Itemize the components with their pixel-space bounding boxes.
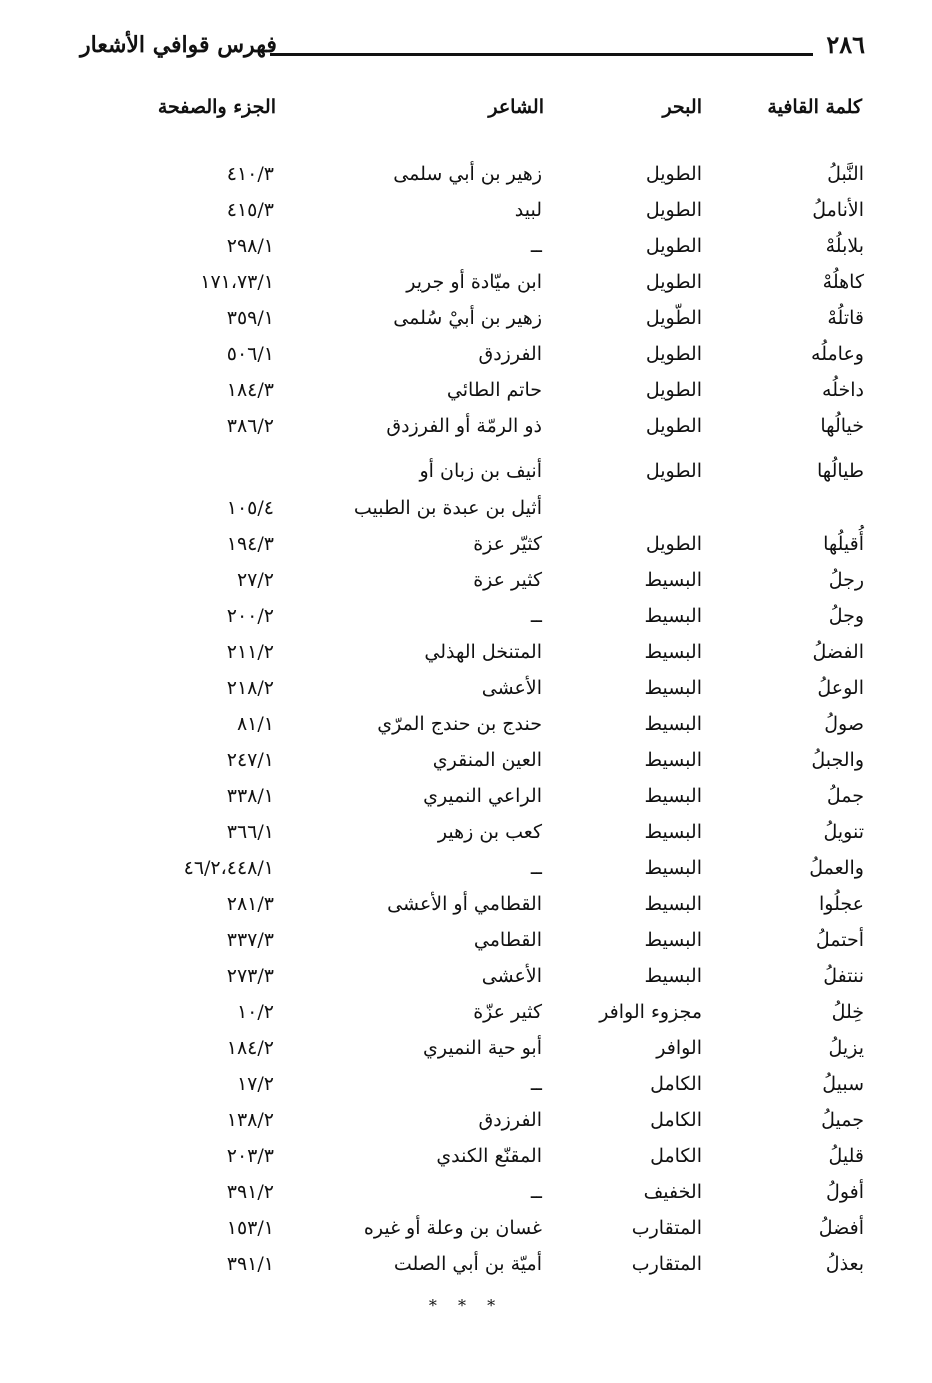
rhyme-word-cell: أفضلُ xyxy=(818,1217,864,1239)
end-ornament: * * * xyxy=(428,1296,504,1315)
meter-cell: الطّويل xyxy=(645,307,702,329)
rhyme-word-cell: الفضلُ xyxy=(812,641,864,663)
meter-cell: البسيط xyxy=(644,749,702,771)
table-row xyxy=(0,1145,932,1179)
meter-cell: الخفيف xyxy=(643,1181,702,1203)
volume-page-cell: ٢١١/٢ xyxy=(226,641,274,663)
table-row xyxy=(0,460,932,494)
poet-cell: الفرزدق xyxy=(478,1109,542,1131)
table-row xyxy=(0,343,932,377)
meter-cell: الطويل xyxy=(645,271,702,293)
poet-cell: ــ xyxy=(530,605,542,627)
table-row xyxy=(0,569,932,603)
rhyme-word-cell: طيالُها xyxy=(817,460,864,482)
poet-cell: غسان بن وعلة أو غيره xyxy=(363,1217,542,1239)
rhyme-word-cell: عجلُوا xyxy=(819,893,864,915)
poet-cell: المقنّع الكندي xyxy=(436,1145,542,1167)
meter-cell: الطويل xyxy=(645,199,702,221)
meter-cell: الوافر xyxy=(656,1037,702,1059)
table-row xyxy=(0,497,932,531)
meter-cell: البسيط xyxy=(644,785,702,807)
volume-page-cell: ٣٩١/٢ xyxy=(226,1181,274,1203)
column-header-qafiya: كلمة القافية xyxy=(767,96,862,118)
volume-page-cell: ٢٧٣/٣ xyxy=(226,965,274,987)
rhyme-word-cell: النَّبلُ xyxy=(827,163,864,185)
volume-page-cell: ٢١٨/٢ xyxy=(226,677,274,699)
volume-page-cell: ٨١/١ xyxy=(236,713,274,735)
meter-cell: الكامل xyxy=(650,1109,702,1131)
volume-page-cell: ١٥٣/١ xyxy=(226,1217,274,1239)
rhyme-word-cell: جملُ xyxy=(826,785,864,807)
rhyme-word-cell: يزيلُ xyxy=(828,1037,864,1059)
poet-cell: الفرزدق xyxy=(478,343,542,365)
table-row xyxy=(0,605,932,639)
page-number: ٢٨٦ xyxy=(826,30,865,59)
volume-page-cell: ١٨٤/٣ xyxy=(226,379,274,401)
volume-page-cell: ٤١٠/٣ xyxy=(226,163,274,185)
table-row xyxy=(0,893,932,927)
meter-cell: البسيط xyxy=(644,677,702,699)
meter-cell: البسيط xyxy=(644,569,702,591)
table-row xyxy=(0,533,932,567)
table-row xyxy=(0,1217,932,1251)
rhyme-word-cell: وجلُ xyxy=(828,605,864,627)
poet-cell: الأعشى xyxy=(481,677,542,699)
rhyme-word-cell: والعملُ xyxy=(809,857,864,879)
poet-cell: ــ xyxy=(530,235,542,257)
rhyme-word-cell: تنويلُ xyxy=(823,821,864,843)
table-row xyxy=(0,965,932,999)
poet-cell: أميّة بن أبي الصلت xyxy=(393,1253,542,1275)
meter-cell: مجزوء الوافر xyxy=(599,1001,702,1023)
meter-cell: البسيط xyxy=(644,605,702,627)
poet-cell: كثير عزة xyxy=(473,569,542,591)
poet-cell: حاتم الطائي xyxy=(446,379,542,401)
poet-cell: ــ xyxy=(530,857,542,879)
rhyme-word-cell: والجبلُ xyxy=(811,749,864,771)
volume-page-cell: ٤٦/٢،٤٤٨/١ xyxy=(183,857,274,879)
rhyme-word-cell: أُقيلُها xyxy=(823,533,864,555)
meter-cell: الطويل xyxy=(645,379,702,401)
meter-cell: البسيط xyxy=(644,893,702,915)
table-row xyxy=(0,1073,932,1107)
table-row xyxy=(0,785,932,819)
table-row xyxy=(0,1037,932,1071)
poet-cell: ــ xyxy=(530,1073,542,1095)
poet-cell: ذو الرمّة أو الفرزدق xyxy=(386,415,542,437)
rhyme-word-cell: قليلُ xyxy=(828,1145,864,1167)
poet-cell: ابن ميّادة أو جرير xyxy=(406,271,542,293)
rhyme-word-cell: ننتفلُ xyxy=(823,965,864,987)
poet-cell: الراعي النميري xyxy=(423,785,542,807)
column-header-bahr: البحر xyxy=(662,96,702,118)
meter-cell: الطويل xyxy=(645,343,702,365)
poet-cell: زهير بن أبي سلمى xyxy=(393,163,542,185)
volume-page-cell: ١٨٤/٢ xyxy=(226,1037,274,1059)
poet-cell: حندج بن حندج المرّي xyxy=(377,713,542,735)
page-title: فهرس قوافي الأشعار xyxy=(80,32,277,58)
poet-cell: القطامي xyxy=(473,929,542,951)
poet-cell: زهير بن أبيْ سُلمى xyxy=(393,307,542,329)
volume-page-cell: ١٧/٢ xyxy=(236,1073,274,1095)
table-row xyxy=(0,749,932,783)
volume-page-cell: ١٣٨/٢ xyxy=(226,1109,274,1131)
poet-cell: لبيد xyxy=(514,199,542,221)
poet-cell: أنيف بن زبان أو xyxy=(419,460,542,482)
volume-page-cell: ٣٩١/١ xyxy=(226,1253,274,1275)
volume-page-cell: ٣٣٨/١ xyxy=(226,785,274,807)
poet-cell: أثيل بن عبدة بن الطبيب xyxy=(353,497,542,519)
meter-cell: البسيط xyxy=(644,821,702,843)
meter-cell: الطويل xyxy=(645,533,702,555)
poet-cell: أبو حية النميري xyxy=(422,1037,542,1059)
meter-cell: الطويل xyxy=(645,415,702,437)
table-row xyxy=(0,271,932,305)
rhyme-word-cell: أحتملُ xyxy=(815,929,864,951)
poet-cell: الأعشى xyxy=(481,965,542,987)
volume-page-cell: ٢٩٨/١ xyxy=(226,235,274,257)
poet-cell: كثير عزّة xyxy=(473,1001,542,1023)
table-row xyxy=(0,1253,932,1287)
volume-page-cell: ٣٨٦/٢ xyxy=(226,415,274,437)
meter-cell: الطويل xyxy=(645,163,702,185)
table-row xyxy=(0,713,932,747)
meter-cell: البسيط xyxy=(644,857,702,879)
rhyme-word-cell: داخلُه xyxy=(822,379,864,401)
volume-page-cell: ٣٥٩/١ xyxy=(226,307,274,329)
table-row xyxy=(0,857,932,891)
table-row xyxy=(0,235,932,269)
meter-cell: البسيط xyxy=(644,965,702,987)
table-row xyxy=(0,199,932,233)
rhyme-word-cell: بعذلُ xyxy=(825,1253,864,1275)
rhyme-word-cell: كاهلُهْ xyxy=(822,271,864,293)
table-row xyxy=(0,929,932,963)
meter-cell: البسيط xyxy=(644,713,702,735)
volume-page-cell: ١٠٥/٤ xyxy=(226,497,274,519)
volume-page-cell: ٤١٥/٣ xyxy=(226,199,274,221)
volume-page-cell: ٢٤٧/١ xyxy=(226,749,274,771)
table-row xyxy=(0,379,932,413)
meter-cell: البسيط xyxy=(644,641,702,663)
column-header-poet: الشاعر xyxy=(488,96,544,118)
volume-page-cell: ٢٠٣/٣ xyxy=(226,1145,274,1167)
volume-page-cell: ٢٨١/٣ xyxy=(226,893,274,915)
poet-cell: المتنخل الهذلي xyxy=(424,641,542,663)
table-row xyxy=(0,1001,932,1035)
volume-page-cell: ١٠/٢ xyxy=(236,1001,274,1023)
table-row xyxy=(0,163,932,197)
meter-cell: الكامل xyxy=(650,1145,702,1167)
rhyme-word-cell: قاتلُهْ xyxy=(827,307,864,329)
poet-cell: ــ xyxy=(530,1181,542,1203)
volume-page-cell: ٢٧/٢ xyxy=(236,569,274,591)
meter-cell: المتقارب xyxy=(631,1217,702,1239)
meter-cell: المتقارب xyxy=(631,1253,702,1275)
table-row xyxy=(0,641,932,675)
poet-cell: العين المنقري xyxy=(432,749,542,771)
table-row xyxy=(0,821,932,855)
volume-page-cell: ٣٦٦/١ xyxy=(226,821,274,843)
rhyme-word-cell: الوعلُ xyxy=(817,677,864,699)
meter-cell: البسيط xyxy=(644,929,702,951)
poet-cell: القطامي أو الأعشى xyxy=(387,893,542,915)
volume-page-cell: ٣٣٧/٣ xyxy=(226,929,274,951)
rhyme-word-cell: الأناملُ xyxy=(812,199,864,221)
rhyme-word-cell: رجلُ xyxy=(828,569,864,591)
poet-cell: كثيّر عزة xyxy=(473,533,542,555)
rhyme-word-cell: خيالُها xyxy=(820,415,864,437)
volume-page-cell: ٥٠٦/١ xyxy=(226,343,274,365)
rhyme-word-cell: وعاملُه xyxy=(811,343,864,365)
table-row xyxy=(0,307,932,341)
table-row xyxy=(0,677,932,711)
rhyme-word-cell: صولُ xyxy=(824,713,864,735)
table-row xyxy=(0,1109,932,1143)
poet-cell: كعب بن زهير xyxy=(437,821,542,843)
table-row xyxy=(0,415,932,449)
column-header-volume-page: الجزء والصفحة xyxy=(157,96,276,118)
rhyme-word-cell: أفولُ xyxy=(826,1181,864,1203)
volume-page-cell: ١٩٤/٣ xyxy=(226,533,274,555)
rhyme-word-cell: سبيلُ xyxy=(822,1073,864,1095)
rhyme-word-cell: خِللُ xyxy=(831,1001,864,1023)
rhyme-word-cell: جميلُ xyxy=(821,1109,864,1131)
table-row xyxy=(0,1181,932,1215)
meter-cell: الكامل xyxy=(650,1073,702,1095)
meter-cell: الطويل xyxy=(645,460,702,482)
volume-page-cell: ٢٠٠/٢ xyxy=(226,605,274,627)
volume-page-cell: ١٧١،٧٣/١ xyxy=(200,271,274,293)
meter-cell: الطويل xyxy=(645,235,702,257)
rhyme-word-cell: بلابلُهْ xyxy=(825,235,864,257)
